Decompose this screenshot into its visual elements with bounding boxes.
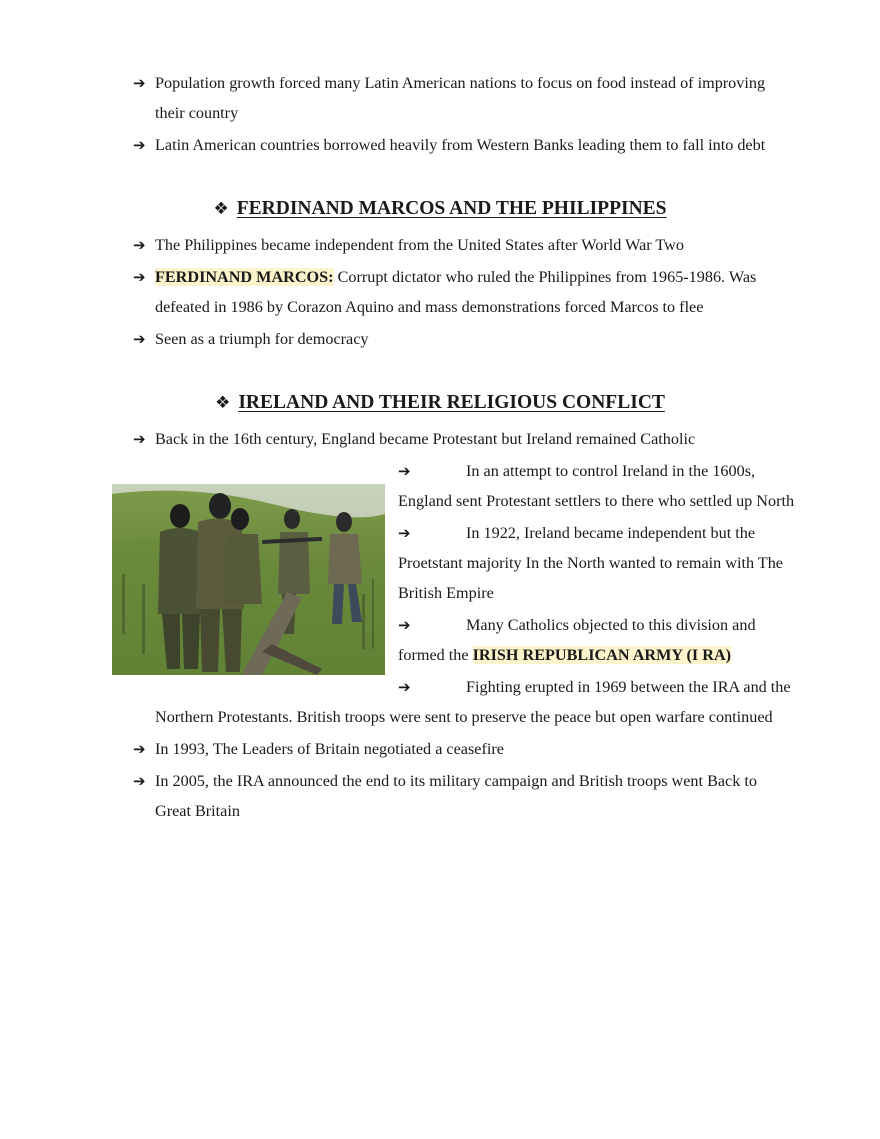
bullet-text: Latin American countries borrowed heavily from Western Banks leading them to fall into debt	[155, 136, 766, 154]
right-arrow-icon: ➔	[133, 74, 146, 92]
list-item	[133, 766, 823, 826]
bullet-text: British Empire	[398, 584, 494, 602]
section-heading-ireland: ❖ IRELAND AND THEIR RELIGIOUS CONFLICT	[0, 388, 880, 418]
right-arrow-icon: ➔	[133, 268, 146, 286]
diamond-icon: ❖	[215, 393, 231, 413]
right-arrow-icon: ➔	[398, 462, 411, 480]
bullet-text: In 1993, The Leaders of Britain negotiated a ceasefire	[155, 740, 504, 758]
bullet-text: Proetstant majority In the North wanted to remain with The	[398, 554, 783, 572]
diamond-icon: ❖	[213, 199, 229, 219]
list-item	[133, 262, 823, 322]
bullet-text: Back in the 16th century, England became Protestant but Ireland remained Catholic	[155, 430, 696, 448]
list-item	[133, 230, 823, 260]
ira-soldiers-photo	[112, 484, 385, 675]
list-item	[133, 734, 823, 764]
right-arrow-icon: ➔	[398, 524, 411, 542]
list-item	[133, 324, 823, 354]
highlighted-term: FERDINAND MARCOS:	[155, 268, 334, 286]
right-arrow-icon: ➔	[398, 616, 411, 634]
right-arrow-icon: ➔	[133, 136, 146, 154]
bullet-text: Many Catholics objected to this division and	[466, 616, 756, 634]
right-arrow-icon: ➔	[133, 236, 146, 254]
right-arrow-icon: ➔	[398, 678, 411, 696]
bullet-text: In 1922, Ireland became independent but the	[466, 524, 756, 542]
right-arrow-icon: ➔	[133, 772, 146, 790]
bullet-text: In 2005, the IRA announced the end to its military campaign and British troops went Back to Great Britain	[155, 772, 757, 820]
bullet-text: Northern Protestants. British troops were sent to preserve the peace but open warfare continued	[155, 708, 773, 726]
list-item	[133, 130, 823, 160]
list-item	[133, 68, 823, 128]
bullet-text: In an attempt to control Ireland in the 1600s,	[466, 462, 756, 480]
bullet-text: formed the IRISH REPUBLICAN ARMY (I RA)	[398, 646, 732, 664]
section-heading-marcos: ❖ FERDINAND MARCOS AND THE PHILIPPINES	[0, 194, 880, 224]
right-arrow-icon: ➔	[133, 740, 146, 758]
list-item	[133, 424, 823, 454]
right-arrow-icon: ➔	[133, 330, 146, 348]
bullet-text: FERDINAND MARCOS: Corrupt dictator who ruled the Philippines from 1965-1986. Was defeated in 1986 by Corazon Aquino and mass demonstrations forced Marcos to flee	[155, 268, 757, 316]
bullet-text: Fighting erupted in 1969 between the IRA and the	[466, 678, 791, 696]
bullet-text: England sent Protestant settlers to there who settled up North	[398, 492, 795, 510]
bullet-text: Population growth forced many Latin American nations to focus on food instead of improving their country	[155, 74, 766, 122]
bullet-text: The Philippines became independent from the United States after World War Two	[155, 236, 684, 254]
bullet-text: Seen as a triumph for democracy	[155, 330, 369, 348]
right-arrow-icon: ➔	[133, 430, 146, 448]
highlighted-term: IRISH REPUBLICAN ARMY (I RA)	[472, 646, 732, 664]
